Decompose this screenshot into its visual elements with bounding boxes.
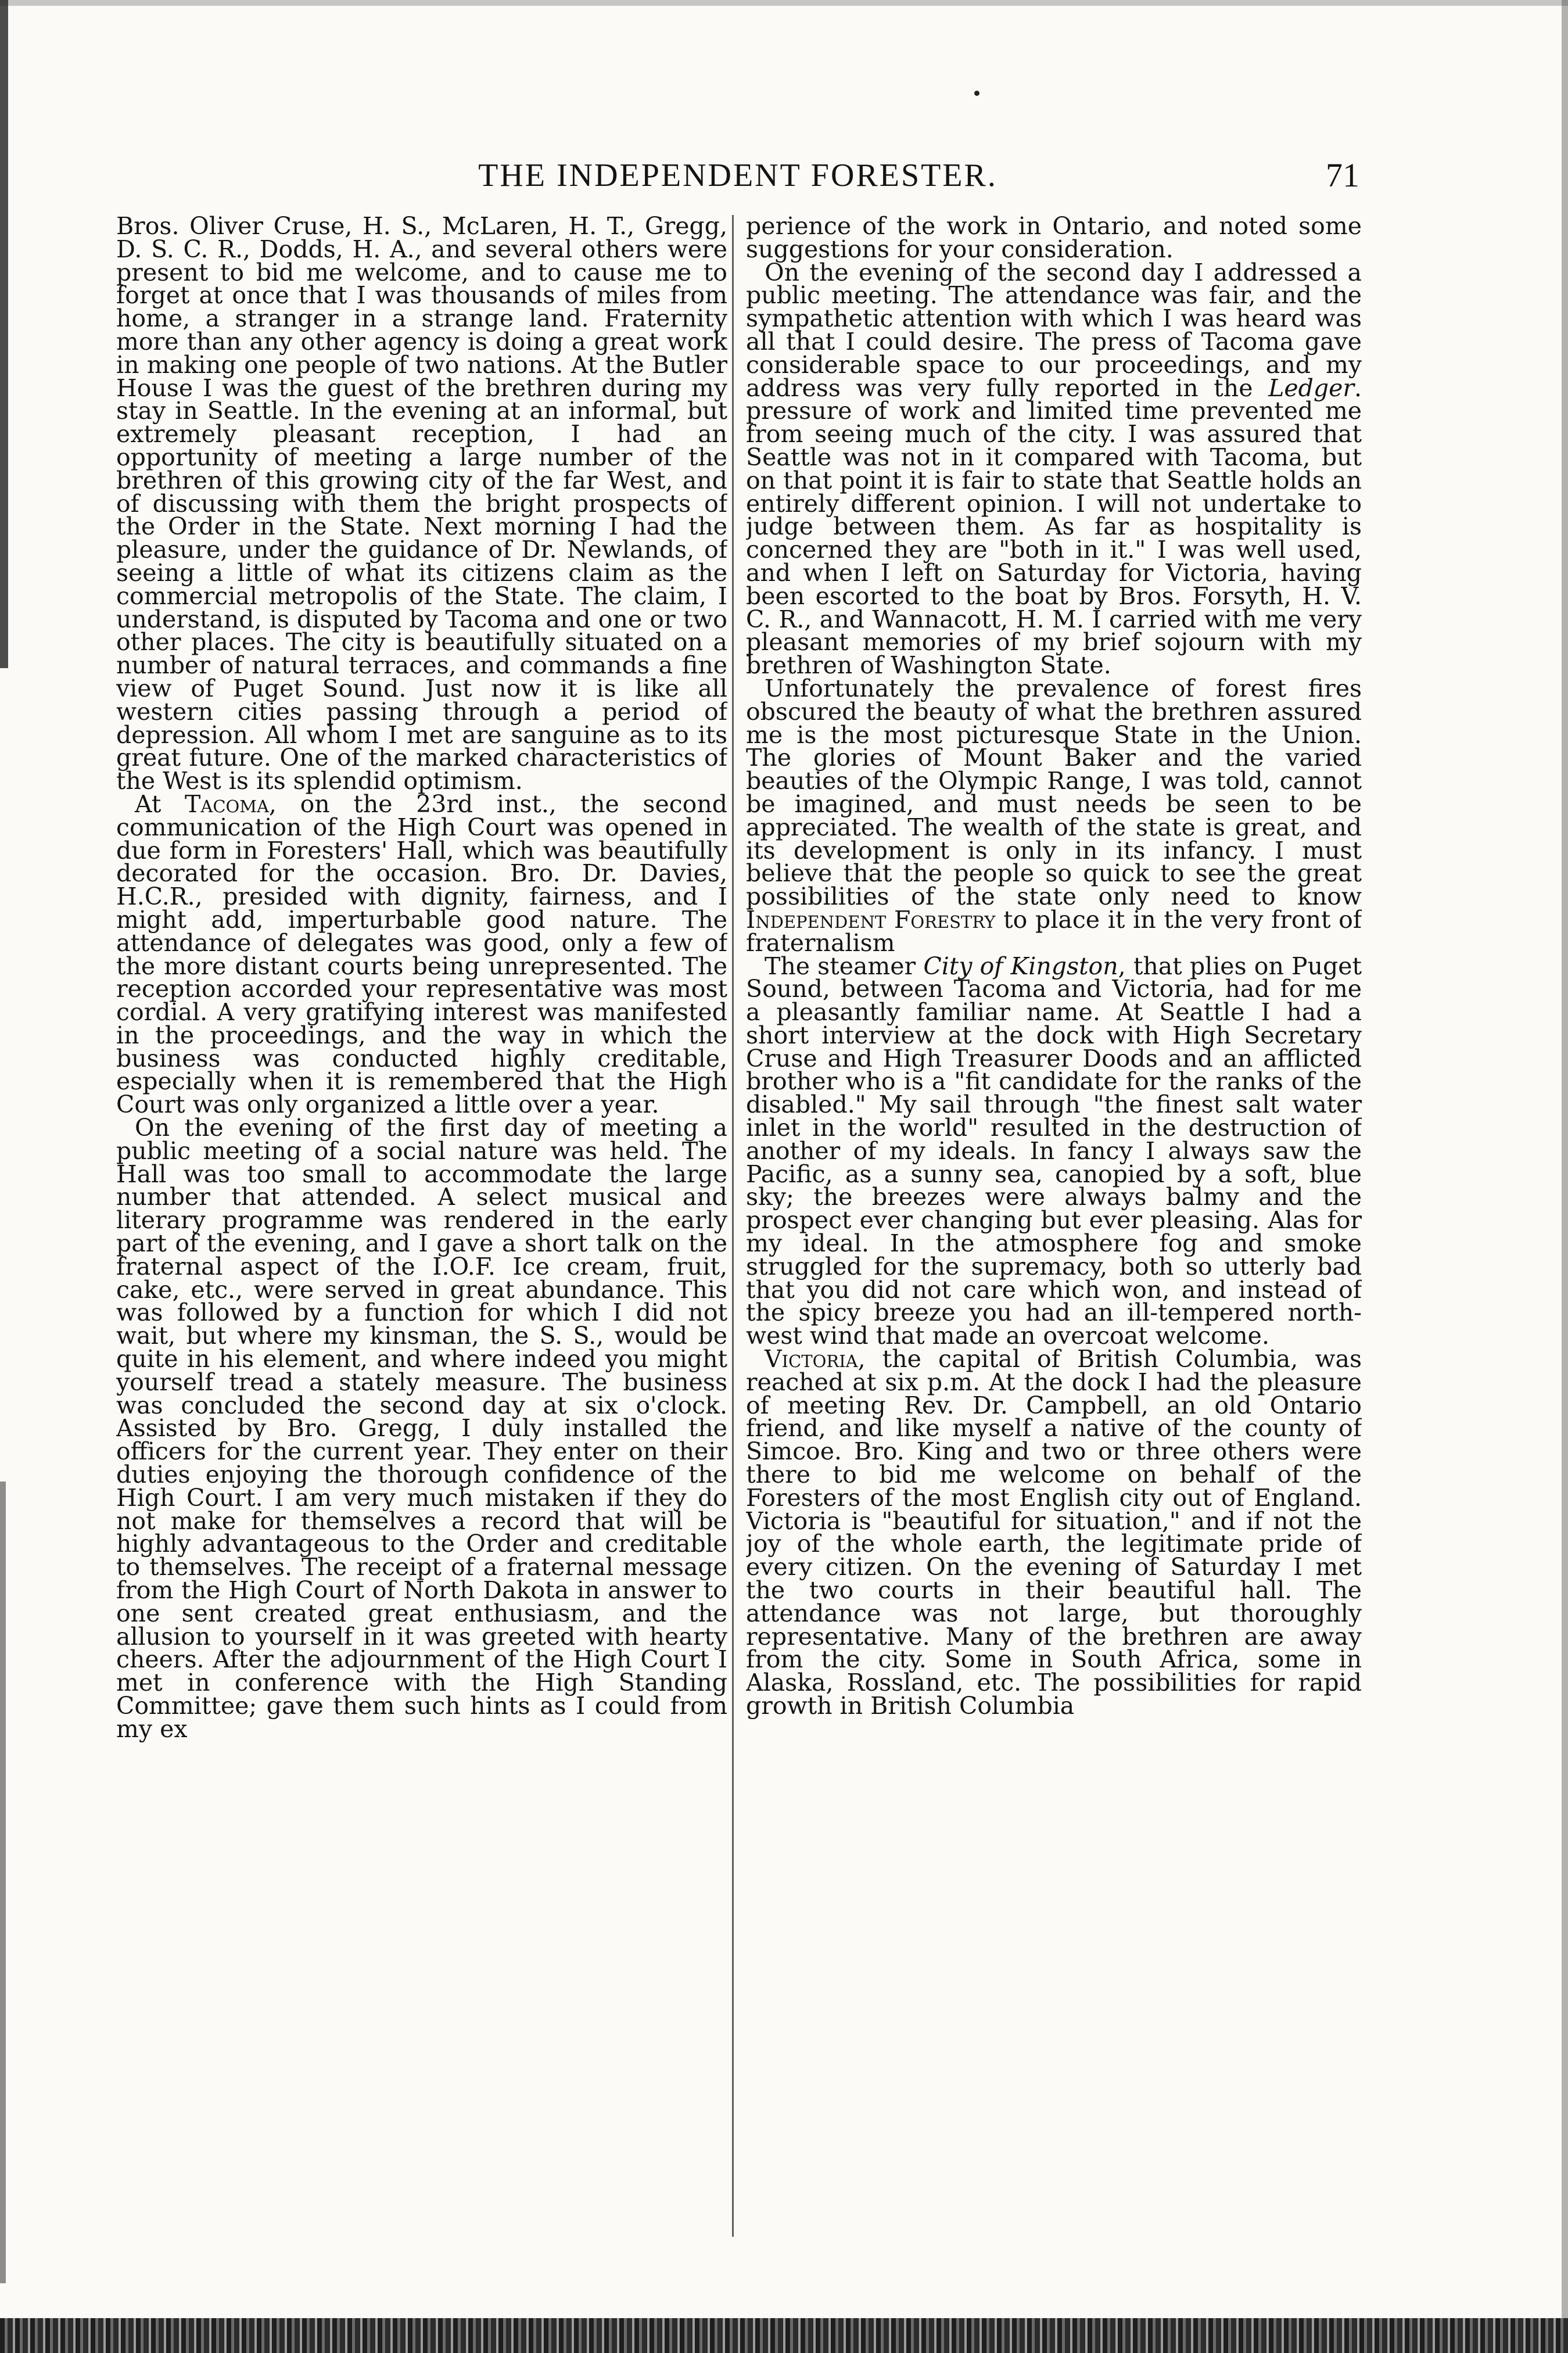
text-run: , the capital of British Columbia, was reached at six p.m. At the dock I had the pleasure of meeting Rev. Dr. Campbell, an old Ontario friend, and like myself a native of the county of Simcoe. Bro. King and two or three others were there to bid me welcome on behalf of the Foresters of the most English city out of England. Victoria is "beautiful for situation," and if not the joy of the whole earth, the legitimate pride of every citizen. On the evening of Saturday I met the two courts in their beautiful hall. The attendance was not large, but thoroughly representative. Many of the brethren are away from the city. Some in South Africa, some in Alaska, Rossland, etc. The possibilities for rapid growth in British Columbia [746,1345,1362,1720]
page-number: 71 [1326,156,1359,194]
place-name-tacoma: Tacoma [185,790,269,818]
paragraph-continuation: perience of the work in Ontario, and noted some suggestions for your consideration. [746,215,1362,263]
scan-bottom-edge [0,2318,1568,2353]
paragraph-seattle: Bros. Oliver Cruse, H. S., McLaren, H. T., Gregg, D. S. C. R., Dodds, H. A., and several others were present to bid me welcome, and to cause me to forget at once that I was thousands of miles from home, a stranger in a strange land. Fraternity more than any other agency is doing a great work in making one people of two nations. At the Butler House I was the guest of the brethren during my stay in Seattle. In the evening at an informal, but extremely pleasant reception, I had an opportunity of meeting a large number of the brethren of this growing city of the far West, and of discussing with them the bright prospects of the Order in the State. Next morning I had the pleasure, under the guidance of Dr. Newlands, of seeing a little of what its citizens claim as the commercial metropolis of the State. The claim, I understand, is disputed by Tacoma and one or two other places. The city is beautifully situated on a number of natural terraces, and commands a fine view of Puget Sound. Just now it is like all western cities passing through a period of depression. All whom I met are sanguine as to its great future. One of the marked characteristics of the West is its splendid optimism. [116,215,727,795]
running-head: THE INDEPENDENT FORESTER. [478,157,998,193]
scan-right-edge [1562,0,1568,2353]
scan-speck [974,91,979,96]
page-header [116,152,1359,199]
paragraph-victoria [746,1345,1362,1720]
right-column [746,215,1362,2301]
place-name-victoria: Victoria [765,1345,858,1373]
paragraph-public-meeting: On the evening of the first day of meeting a public meeting of a social nature was held. The Hall was too small to accommodate the large number that attended. A select musical and literary programme was rendered in the early part of the evening, and I gave a short talk on the fraternal aspect of the I.O.F. Ice cream, fruit, cake, etc., were served in great abundance. This was followed by a function for which I did not wait, but where my kinsman, the S. S., would be quite in his element, and where indeed you might yourself tread a stately measure. The business was concluded the second day at six o'clock. Assisted by Bro. Gregg, I duly installed the officers for the current year. They enter on their duties enjoying the thorough confidence of the High Court. I am very much mistaken if they do not make for themselves a record that will be highly advantageous to the Order and creditable to themselves. The receipt of a fraternal message from the High Court of North Dakota in answer to one sent created great enthusiasm, and the allusion to yourself in it was greeted with hearty cheers. After the adjournment of the High Court I met in conference with the High Standing Committee; gave them such hints as I could from my ex [116,1114,727,1743]
ship-name: City of Kingston [923,952,1118,980]
text-run: , on the 23rd inst., the second communication of the High Court was opened in due form in Foresters' Hall, which was beautifully decorated for the occasion. Bro. Dr. Davies, H.C.R., presided with dignity, fairness, and I might add, imperturbable good nature. The attendance of delegates was good, only a few of the more distant courts being unrepresented. The reception accorded your representative was most cordial. A very gratifying interest was manifested in the proceedings, and the way in which the business was conducted highly creditable, especially when it is remembered that the High Court was only organized a little over a year. [116,790,727,1119]
left-column [116,215,727,2301]
scan-left-edge [0,0,8,668]
text-run: Unfortunately the prevalence of forest fires obscured the beauty of what the brethren assured me is the most picturesque State in the Union. The glories of Mount Baker and the varied beauties of the Olympic Range, I was told, cannot be imagined, and must needs be seen to be appreciated. The wealth of the state is great, and its development is only in its infancy. I must believe that the people so quick to see the great possibilities of the state only need to know [746,674,1362,911]
text-run: On the evening of the second day I addressed a public meeting. The attendance was fair, and the sympathetic attention with which I was heard was all that I could desire. The press of Tacoma gave considerable space to our proceedings, and my address was very fully reported in the [746,258,1362,402]
text-run: to place it in the very front of fraternalism [746,905,1362,957]
paragraph-second-day [746,258,1362,680]
text-run: At [135,790,185,818]
text-run: , that plies on Puget Sound, between Tacoma and Victoria, had for me a pleasantly familiar name. At Seattle I had a short interview at the dock with High Secretary Cruse and High Treasurer Doods and an afflicted brother who is a "fit candidate for the ranks of the disabled." My sail through "the finest salt water inlet in the world" resulted in the destruction of another of my ideals. In fancy I always saw the Pacific, as a sunny sea, canopied by a soft, blue sky; the breezes were always balmy and the prospect ever changing but ever pleasing. Alas for my ideal. In the atmosphere fog and smoke struggled for the supremacy, both so utterly bad that you did not care which won, and instead of the spicy breeze you had an ill-tempered north-west wind that made an overcoat welcome. [746,952,1362,1350]
scan-left-edge-lower [0,1482,6,2283]
newspaper-title: Ledger [1268,374,1354,402]
column-divider [732,215,734,2237]
scan-top-edge [0,0,1568,6]
text-run: . pressure of work and limited time prevented me from seeing much of the city. I was assured that Seattle was not in it compared with Tacoma, but on that point it is fair to state that Seattle holds an entirely different opinion. I will not undertake to judge between them. As far as hospitality is concerned they are "both in it." I was well used, and when I left on Saturday for Victoria, having been escorted to the boat by Bros. Forsyth, H. V. C. R., and Wannacott, H. M. I carried with me very pleasant memories of my brief sojourn with my brethren of Washington State. [746,374,1362,680]
publication-name: Independent Forestry [746,905,996,934]
paragraph-steamer [746,952,1362,1350]
paragraph-tacoma [116,790,727,1119]
text-run: The steamer [765,952,924,980]
paragraph-forest-fires [746,674,1362,957]
